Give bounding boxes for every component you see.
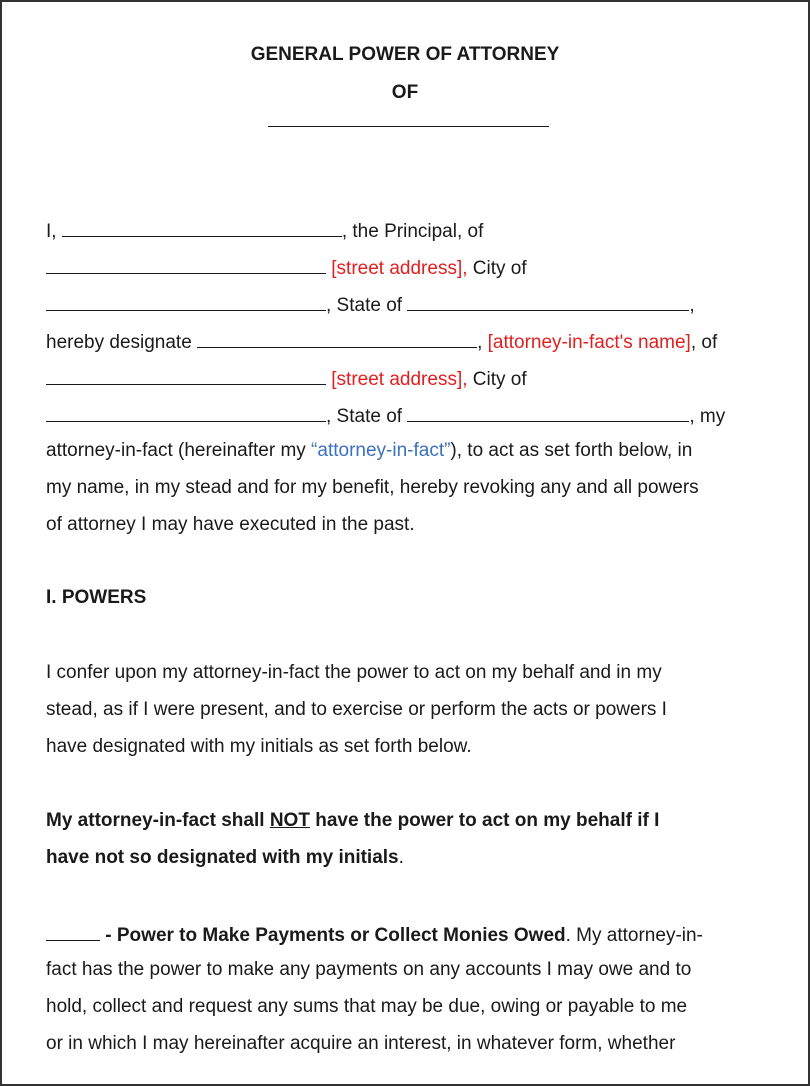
- section-heading-powers: I. POWERS: [46, 587, 147, 608]
- paragraph-line: my name, in my stead and for my benefit, hereby revoking any and all powers: [46, 477, 699, 498]
- text-act-as-set-forth: ), to act as set forth below, in: [450, 440, 693, 461]
- paragraph-line: or in which I may hereinafter acquire an interest, in whatever form, whether: [46, 1033, 676, 1054]
- principal-street-blank[interactable]: [46, 255, 326, 274]
- paragraph-line: I confer upon my attorney-in-fact the power to act on my behalf and in my: [46, 662, 662, 683]
- text-not-designated: have not so designated with my initials: [46, 847, 399, 868]
- principal-name-title-blank[interactable]: [268, 126, 549, 127]
- paragraph-line: stead, as if I were present, and to exercise or perform the acts or powers I: [46, 699, 667, 720]
- text-state-of-2: , State of: [326, 406, 408, 427]
- principal-city-state-line: [46, 292, 695, 317]
- principal-name-blank[interactable]: [62, 218, 342, 237]
- designate-line: [46, 329, 717, 354]
- text-have-the-power: have the power to act on my behalf if I: [309, 810, 660, 831]
- principal-city-blank[interactable]: [46, 292, 326, 311]
- attorney-in-fact-quote: “attorney-in-fact”: [311, 440, 451, 461]
- principal-state-blank[interactable]: [407, 292, 689, 311]
- attorney-state-blank[interactable]: [407, 403, 689, 422]
- text-of: , of: [690, 332, 718, 353]
- text-my: , my: [689, 406, 726, 427]
- attorney-street-blank[interactable]: [46, 366, 326, 385]
- street-address-placeholder: [street address],: [331, 258, 468, 279]
- paragraph-line: fact has the power to make any payments on any accounts I may owe and to: [46, 959, 692, 980]
- payments-power-line: [46, 922, 703, 947]
- principal-line: [46, 218, 483, 243]
- attorney-city-blank[interactable]: [46, 403, 326, 422]
- bold-notice-line-2: [46, 847, 404, 869]
- attorney-name-blank[interactable]: [197, 329, 477, 348]
- text-hereinafter: attorney-in-fact (hereinafter my: [46, 440, 312, 461]
- paragraph-line: hold, collect and request any sums that may be due, owing or payable to me: [46, 996, 688, 1017]
- paragraph-line: [46, 440, 692, 462]
- bold-notice-line: [46, 810, 659, 832]
- paragraph-line: of attorney I may have executed in the past.: [46, 514, 415, 535]
- attorney-name-placeholder: [attorney-in-fact's name]: [487, 332, 691, 353]
- document-title: GENERAL POWER OF ATTORNEY: [250, 44, 560, 65]
- street-address-placeholder-2: [street address],: [331, 369, 468, 390]
- payments-initials-blank[interactable]: [46, 922, 100, 941]
- text-comma-space: ,: [477, 332, 488, 353]
- text-city-of-2: City of: [467, 369, 527, 390]
- text-i: I,: [46, 221, 62, 242]
- attorney-city-state-line: [46, 403, 725, 428]
- text-hereby-designate: hereby designate: [46, 332, 198, 353]
- text-shall: My attorney-in-fact shall: [46, 810, 270, 831]
- attorney-address-line: [46, 366, 527, 391]
- text-comma: ,: [689, 295, 695, 316]
- text-state-of: , State of: [326, 295, 408, 316]
- paragraph-line: have designated with my initials as set forth below.: [46, 736, 472, 757]
- text-the-principal-of: , the Principal, of: [341, 221, 484, 242]
- payments-power-title: - Power to Make Payments or Collect Monies Owed: [100, 925, 566, 946]
- text-my-attorney-in: . My attorney-in-: [565, 925, 703, 946]
- document-subtitle: OF: [391, 82, 419, 103]
- principal-address-line: [46, 255, 527, 280]
- text-city-of: City of: [467, 258, 527, 279]
- text-not-underlined: NOT: [269, 810, 310, 831]
- text-period: .: [398, 847, 404, 868]
